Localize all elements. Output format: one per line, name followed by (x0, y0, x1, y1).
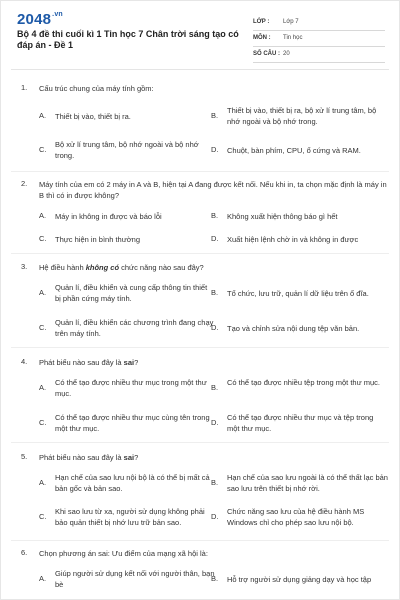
option-text: Hạn chế của sao lưu nội bộ là có thể bị mất cả bản gốc và bản sao. (55, 473, 210, 493)
option-letter: B. (211, 383, 219, 392)
option-letter: C. (39, 512, 47, 521)
option-letter: D. (211, 145, 219, 154)
option-letter: A. (39, 288, 47, 297)
option-letter: B. (211, 288, 219, 297)
option-letter: C. (39, 234, 47, 243)
question-divider (11, 347, 389, 348)
option-letter: B. (211, 111, 219, 120)
question-emphasis: sai (123, 358, 135, 367)
meta-value: Lớp 7 (283, 19, 299, 25)
question-text (39, 452, 387, 463)
option-text: Khi sao lưu từ xa, người sử dụng không phải bảo quản thiết bị nhớ lưu trữ bản sao. (55, 507, 205, 527)
option-text: Quản lí, điều khiển các chương trình đang chạy trên máy tính. (55, 318, 214, 338)
question-text: Máy tính của em có 2 máy in A và B, hiện tại A đang được kết nối. Nếu khi in, ta chọn mặc định là máy in B thì có in được không? (39, 180, 387, 200)
logo-text: 2048 (17, 11, 52, 28)
question-text: Cấu trúc chung của máy tính gồm: (39, 84, 154, 93)
page-header (1, 1, 400, 67)
option-text: Hạn chế của sao lưu ngoài là có thể thất lạc bản sao lưu trên thiết bị nhớ rời. (227, 473, 388, 493)
option-letter: B. (211, 478, 219, 487)
meta-row-class (253, 15, 385, 31)
question-divider (11, 540, 389, 541)
option-letter: A. (39, 383, 47, 392)
option-letter: C. (39, 323, 47, 332)
question-text-part: Phát biểu nào sau đây là (39, 453, 124, 462)
option-letter: A. (39, 211, 47, 220)
option-text: Có thể tạo được nhiều tệp trong một thư mục. (227, 378, 380, 387)
option-letter: C. (39, 145, 47, 154)
option-text: Có thể tạo được nhiều thư mục trong một thư mục. (55, 378, 207, 398)
option-text: Máy in không in được và báo lỗi (55, 212, 162, 221)
question-text (39, 357, 387, 368)
header-divider (11, 69, 389, 70)
option-letter: A. (39, 478, 47, 487)
option-letter: B. (211, 211, 219, 220)
meta-key: LỚP : (253, 19, 270, 25)
question-text-part: Hệ điều hành (39, 263, 86, 272)
option-text: Giúp người sử dụng kết nối với người thân, bạn bè (55, 569, 215, 589)
option-letter: C. (39, 418, 47, 427)
option-text: Xuất hiện lệnh chờ in và không in được (227, 235, 359, 244)
question-text-part: Phát biểu nào sau đây là (39, 358, 124, 367)
option-text: Chuột, bàn phím, CPU, ổ cứng và RAM. (227, 146, 361, 155)
option-text: Tạo và chỉnh sửa nội dung tệp văn bản. (227, 324, 360, 333)
question-text-part: ? (134, 453, 139, 462)
question-text (39, 262, 387, 273)
question-number: 1. (21, 83, 28, 92)
question-divider (11, 253, 389, 254)
meta-row-question-count (253, 47, 385, 63)
option-text: Không xuất hiện thông báo gì hết (227, 212, 338, 221)
meta-value: Tin học (283, 35, 303, 41)
meta-row-subject (253, 31, 385, 47)
question-number: 6. (21, 548, 28, 557)
option-letter: A. (39, 574, 47, 583)
meta-key: MÔN : (253, 35, 271, 41)
option-letter: D. (211, 418, 219, 427)
question-text: Chọn phương án sai: Ưu điểm của mạng xã hội là: (39, 549, 208, 558)
question-number: 2. (21, 179, 28, 188)
question-text-part: ? (134, 358, 139, 367)
question-text-part: chức năng nào sau đây? (119, 263, 204, 272)
option-text: Có thể tạo được nhiều thư mục cùng tên trong một thư mục. (55, 413, 210, 433)
question-number: 5. (21, 452, 28, 461)
site-logo[interactable] (17, 11, 63, 28)
option-text: Thiết bị vào, thiết bị ra. (55, 112, 131, 121)
exam-meta (253, 15, 385, 63)
option-text: Chức năng sao lưu của hệ điều hành MS Windows chỉ cho phép sao lưu nội bộ. (227, 507, 365, 527)
logo-suffix: .vn (52, 11, 63, 18)
question-number: 3. (21, 262, 28, 271)
option-letter: A. (39, 111, 47, 120)
option-text: Thiết bị vào, thiết bị ra, bộ xử lí trung tâm, bộ nhớ ngoài và bộ nhớ trong. (227, 106, 377, 126)
meta-key: SỐ CÂU : (253, 51, 280, 57)
option-letter: D. (211, 512, 219, 521)
option-text: Bộ xử lí trung tâm, bộ nhớ ngoài và bộ nhớ trong. (55, 140, 199, 160)
question-divider (11, 171, 389, 172)
question-number: 4. (21, 357, 28, 366)
option-letter: D. (211, 234, 219, 243)
option-text: Có thể tạo được nhiều thư mục và tệp trong một thư mục. (227, 413, 374, 433)
question-divider (11, 442, 389, 443)
option-letter: D. (211, 323, 219, 332)
option-text: Hỗ trợ người sử dụng giảng dạy và học tập (227, 575, 372, 584)
option-letter: B. (211, 574, 219, 583)
option-text: Tổ chức, lưu trữ, quản lí dữ liệu trên ổ đĩa. (227, 289, 369, 298)
option-text: Thực hiện in bình thường (55, 235, 141, 244)
question-emphasis: không có (85, 263, 120, 272)
meta-value: 20 (283, 51, 290, 57)
option-text: Quản lí, điều khiển và cung cấp thông tin thiết bị phần cứng máy tính. (55, 283, 208, 303)
document-title: Bộ 4 đề thi cuối kì 1 Tin học 7 Chân trời sáng tạo có đáp án - Đề 1 (17, 29, 239, 50)
question-emphasis: sai (123, 453, 135, 462)
